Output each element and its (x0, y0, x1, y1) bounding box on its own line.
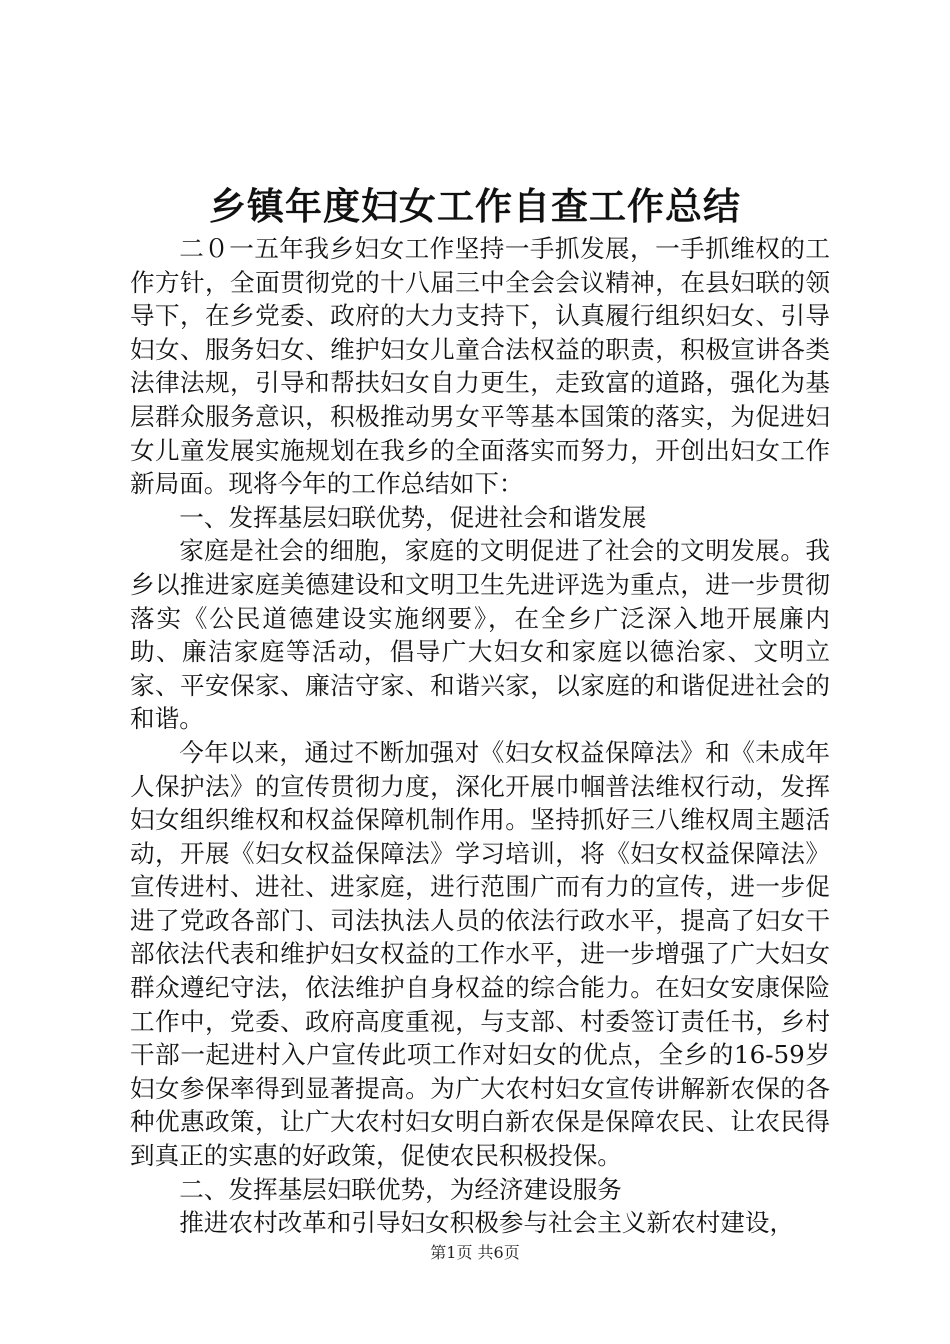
section-heading-1: 一、发挥基层妇联优势，促进社会和谐发展 (179, 502, 647, 532)
section-heading-2: 二、发挥基层妇联优势，为经济建设服务 (179, 1174, 622, 1204)
body-paragraph: 家庭是社会的细胞，家庭的文明促进了社会的文明发展。我乡以推进家庭美德建设和文明卫生先进评选为重点，进一步贯彻落实《公民道德建设实施纲要》，在全乡广泛深入地开展廉内助、廉洁家庭等活动，倡导广大妇女和家庭以德治家、文明立家、平安保家、廉洁守家、和谐兴家，以家庭的和谐促进社会的和谐。 (130, 536, 830, 734)
body-paragraph: 今年以来，通过不断加强对《妇女权益保障法》和《未成年人保护法》的宣传贯彻力度，深化开展巾帼普法维权行动，发挥妇女组织维权和权益保障机制作用。坚持抓好三八维权周主题活动，开展《妇女权益保障法》学习培训，将《妇女权益保障法》宣传进村、进社、进家庭，进行范围广而有力的宣传，进一步促进了党政各部门、司法执法人员的依法行政水平，提高了妇女干部依法代表和维护妇女权益的工作水平，进一步增强了广大妇女群众遵纪守法，依法维护自身权益的综合能力。在妇女安康保险工作中，党委、政府高度重视，与支部、村委签订责任书，乡村干部一起进村入户宣传此项工作对妇女的优点，全乡的16-59岁妇女参保率得到显著提高。为广大农村妇女宣传讲解新农保的各种优惠政策，让广大农村妇女明白新农保是保障农民、让农民得到真正的实惠的好政策，促使农民积极投保。 (130, 737, 830, 1171)
document-body (130, 232, 830, 1240)
document-title: 乡镇年度妇女工作自查工作总结 (209, 185, 741, 228)
intro-paragraph: 二０一五年我乡妇女工作坚持一手抓发展，一手抓维权的工作方针，全面贯彻党的十八届三中全会会议精神，在县妇联的领导下，在乡党委、政府的大力支持下，认真履行组织妇女、引导妇女、服务妇女、维护妇女儿童合法权益的职责，积极宣讲各类法律法规，引导和帮扶妇女自力更生，走致富的道路，强化为基层群众服务意识，积极推动男女平等基本国策的落实，为促进妇女儿童发展实施规划在我乡的全面落实而努力，开创出妇女工作新局面。现将今年的工作总结如下： (130, 234, 830, 499)
page-footer: 第1页 共6页 (430, 1243, 520, 1262)
body-paragraph: 推进农村改革和引导妇女积极参与社会主义新农村建设， (179, 1208, 795, 1238)
